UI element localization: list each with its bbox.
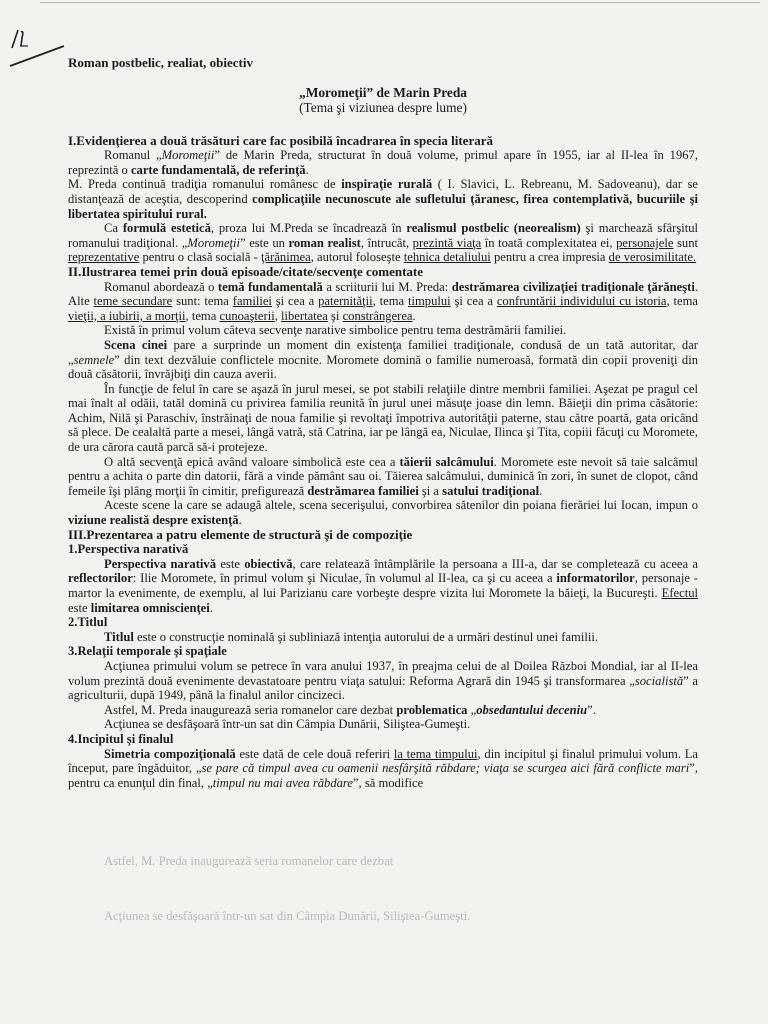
- s3-paragraph-3: Acţiunea primului volum se petrece în vara anului 1937, în preajma celui de al Doilea Război Mondial, iar al II-lea volum prezintă două evenimente devastatoare pentru viaţa satului: Reforma Agrară din 1945 şi transformarea „socialistă” a agriculturii, după 1949, până la finalul anilor cincizeci.: [68, 658, 698, 703]
- handwritten-margin-mark: [4, 26, 74, 76]
- section-1-heading: I.Evidenţierea a două trăsături care fac posibilă încadrarea în specia literară: [68, 132, 493, 148]
- s1-paragraph-2: M. Preda continuă tradiţia romanului românesc de inspiraţie rurală ( I. Slavici, L. Rebreanu, M. Sadoveanu), dar se distanţează de aceştia, descoperind complicaţiile necunoscute ale sufletului ţăranesc, firea contemplativă, bucuriile şi libertatea spiritului rural.: [68, 177, 699, 221]
- document-body: [68, 56, 698, 924]
- section-3-heading: III.Prezentarea a patru elemente de structură şi de compoziţie: [68, 526, 413, 542]
- s2-paragraph-5: O altă secvenţă epică având valoare simbolică este cea a tăierii salcâmului. Moromete este nevoit să taie salcâmul pentru a achita o parte din datorii, fără a vinde pământ sau oi. Tăierea salcâmului, duminică în zori, în sunet de clopot, când femeile îşi plâng morţii în cimitir, prefigurează destrămarea familiei şi a satului tradiţional.: [68, 454, 698, 498]
- s1-paragraph-3: Ca formulă estetică, proza lui M.Preda se încadrează în realismul postbelic (neorealism) şi marchează sfârşitul romanului tradiţional. „Moromeţii” este un roman realist, întrucât, prezintă viaţa în toată complexitatea ei, personajele sunt reprezentative pentru o clasă socială - ţărănimea, autorul foloseşte tehnica detaliului pentru a crea impresia de verosimilitate.: [68, 221, 699, 265]
- subsection-incipit: 4.Incipitul şi finalul: [68, 731, 174, 746]
- s3-paragraph-6: Simetria compoziţională este dată de cele două referiri la tema timpului, din incipitul şi finalul primului volum. La început, pare îngăduitor, „se pare că timpul avea cu oamenii nesfârşită răbdare; viaţa se scurgea aici fără conflicte mari”, pentru ca enunţul din final, „timpul nu mai avea răbdare”, să modifice: [68, 746, 698, 790]
- document-subtitle: (Tema şi viziunea despre lume): [299, 100, 467, 116]
- top-edge-line: [40, 2, 760, 3]
- s2-paragraph-4: În funcţie de felul în care se aşază în jurul mesei, se pot stabili relaţiile dintre membrii familiei. Aşezat pe pragul cel mai înalt al odăii, tatăl domină cu privirea familia reunită în jurul unei măsuţe joase din lemn. Băieţii din prima căsătorie: Achim, Nilă şi Paraschiv, înstrăinaţi de noua familie şi revoltaţi împotriva autorităţii paterne, stau către poartă, gata oricând să plece. De cealaltă parte a mesei, lângă vatră, stă Catrina, iar pe lângă ea, Niculae, Ilinca şi Tita, copiii făcuţi cu Moromete, de ura cărora caută parcă să-i protejeze.: [68, 381, 698, 455]
- subsection-relatii: 3.Relaţii temporale şi spaţiale: [68, 644, 227, 659]
- header-line: Roman postbelic, realiat, obiectiv: [68, 55, 253, 70]
- s3-paragraph-1: Perspectiva narativă este obiectivă, care relatează întâmplările la persoana a III-a, dar se completează cu aceea a reflectorilor: Ilie Moromete, în primul volum şi Niculae, în volumul al II-lea, ca şi cu aceea a informatorilor, personaje - martor la evenimente, de exemplu, al lui Parizianu care vorbeşte despre vizita lui Moromete la băieţi, la Bucureşti. Efectul este limitarea omniscienţei.: [68, 556, 698, 615]
- s2-paragraph-1: Romanul abordează o temă fundamentală a scriiturii lui M. Preda: destrămarea civilizaţiei tradiţionale ţărăneşti. Alte teme secundare sunt: tema familiei şi cea a paternităţii, tema timpului şi cea a confruntării individului cu istoria, tema vieţii, a iubirii, a morţii, tema cunoaşterii, libertatea şi constrângerea.: [68, 279, 699, 323]
- s3-paragraph-2: Titlul este o construcţie nominală şi subliniază intenţia autorului de a urmări destinul unei familii.: [104, 629, 598, 644]
- bleed-through-line-1: Astfel, M. Preda inaugurează seria romanelor care dezbat: [104, 854, 394, 869]
- section-2-heading: II.Ilustrarea temei prin două episoade/citate/secvenţe comentate: [68, 263, 424, 279]
- s3-paragraph-4: Astfel, M. Preda inaugurează seria romanelor care dezbat problematica „obsedantului deceniu”.: [104, 702, 596, 717]
- s2-paragraph-6: Aceste scene la care se adaugă altele, scena secerişului, convorbirea sătenilor din poiana fierăriei lui Iocan, impun o viziune realistă despre existenţă.: [68, 498, 698, 528]
- subsection-perspectiva: 1.Perspectiva narativă: [68, 542, 189, 557]
- s2-paragraph-2: Există în primul volum câteva secvenţe narative simbolice pentru tema destrămării familiei.: [104, 323, 567, 338]
- bleed-through-line-2: Acţiunea se desfăşoară într-un sat din Câmpia Dunării, Siliştea-Gumeşti.: [104, 908, 471, 923]
- subsection-titlul: 2.Titlul: [68, 615, 108, 630]
- s3-paragraph-5: Acţiunea se desfăşoară într-un sat din Câmpia Dunării, Siliştea-Gumeşti.: [104, 717, 471, 732]
- document-title: „Moromeţii” de Marin Preda: [299, 84, 467, 100]
- s2-paragraph-3: Scena cinei pare a surprinde un moment din existenţa familiei tradiţionale, condusă de un tată autoritar, dar „semnele” din text dezvăluie conflictele mocnite. Moromete domină o familie numeroasă, formată din copii proveniţi din două căsătorii, învrăjbiţi din cauza averii.: [68, 337, 698, 382]
- s1-paragraph-1: Romanul „Moromeţii” de Marin Preda, structurat în două volume, primul apare în 1955, iar al II-lea în 1967, reprezintă o carte fundamentală, de referinţă.: [68, 148, 698, 177]
- title-block: [68, 85, 698, 116]
